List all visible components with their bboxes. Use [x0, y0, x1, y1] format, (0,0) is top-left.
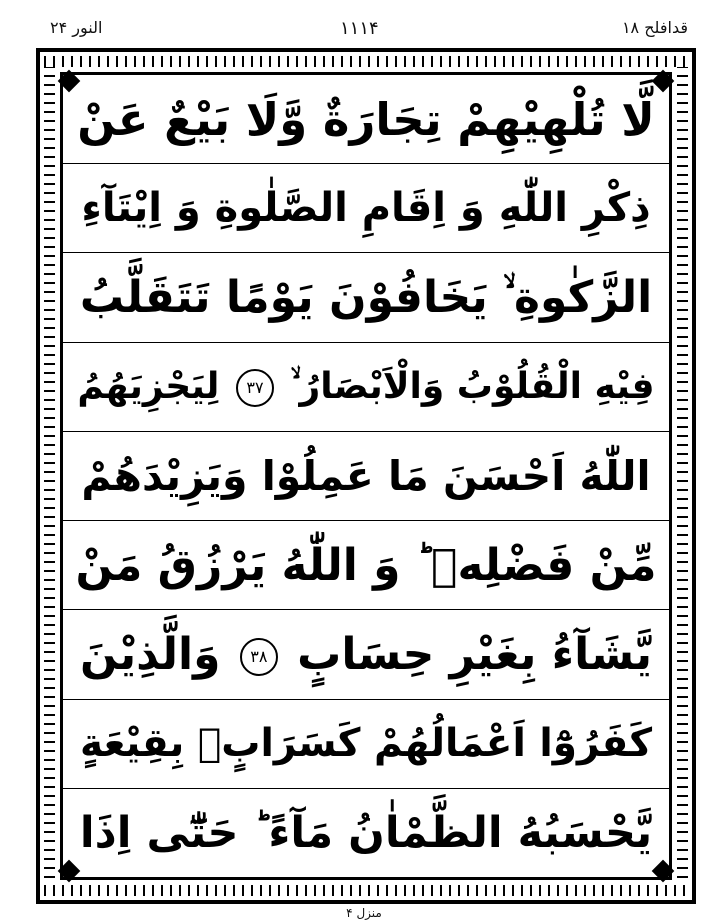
verse-line: [63, 610, 669, 699]
verse-text: [80, 629, 652, 680]
verse-line: [63, 343, 669, 432]
verse-text: كَفَرُوْٓا اَعْمَالُهُمْ كَسَرَابٍۭ بِقِيْعَةٍ: [80, 721, 653, 767]
verse-text: يَّحْسَبُهُ الظَّمْاٰنُ مَآءً ؕ حَتّٰٓى اِذَا: [79, 807, 653, 858]
manzil-footer: منزل ۴: [346, 906, 382, 920]
verse-line: [63, 75, 669, 164]
page-header: [0, 0, 728, 44]
page-border: [36, 48, 696, 904]
verse-line: [63, 432, 669, 521]
verse-text-segment: وَالَّذِيْنَ: [80, 628, 236, 680]
verse-text: اللّٰهُ اَحْسَنَ مَا عَمِلُوْا وَيَزِيْدَهُمْ: [81, 451, 651, 500]
verse-text: ذِكْرِ اللّٰهِ وَ اِقَامِ الصَّلٰوةِ وَ اِيْتَآءِ: [81, 185, 651, 232]
juz-name-label: قدافلح ۱۸: [621, 18, 688, 37]
surah-name-label: النور ۲۴: [50, 18, 103, 37]
verse-line: [63, 164, 669, 253]
verse-text-segment: لِيَجْزِيَهُمُ: [77, 365, 232, 407]
verse-line: [63, 789, 669, 877]
text-frame: [60, 72, 672, 880]
ayah-number-marker: ۳۸: [240, 638, 278, 676]
verse-line: [63, 253, 669, 342]
verse-text: مِّنْ فَضْلِهٖ ؕ وَ اللّٰهُ يَرْزُقُ مَنْ: [75, 539, 657, 591]
verse-lines: [63, 75, 669, 877]
verse-text: الزَّكٰوةِ ۙ يَخَافُوْنَ يَوْمًا تَتَقَلَّبُ: [79, 272, 653, 324]
verse-line: [63, 521, 669, 610]
verse-line: [63, 700, 669, 789]
verse-text-segment: فِيْهِ الْقُلُوْبُ وَالْاَبْصَارُ ۙ: [277, 365, 655, 407]
verse-text: لَّا تُلْهِيْهِمْ تِجَارَةٌ وَّلَا بَيْعٌ عَنْ: [77, 92, 655, 146]
ayah-number-marker: ۳۷: [236, 369, 274, 407]
verse-text-segment: يَّشَآءُ بِغَيْرِ حِسَابٍ: [281, 628, 652, 680]
page-number: ۱۱۱۴: [340, 18, 379, 39]
verse-text: [77, 366, 654, 408]
